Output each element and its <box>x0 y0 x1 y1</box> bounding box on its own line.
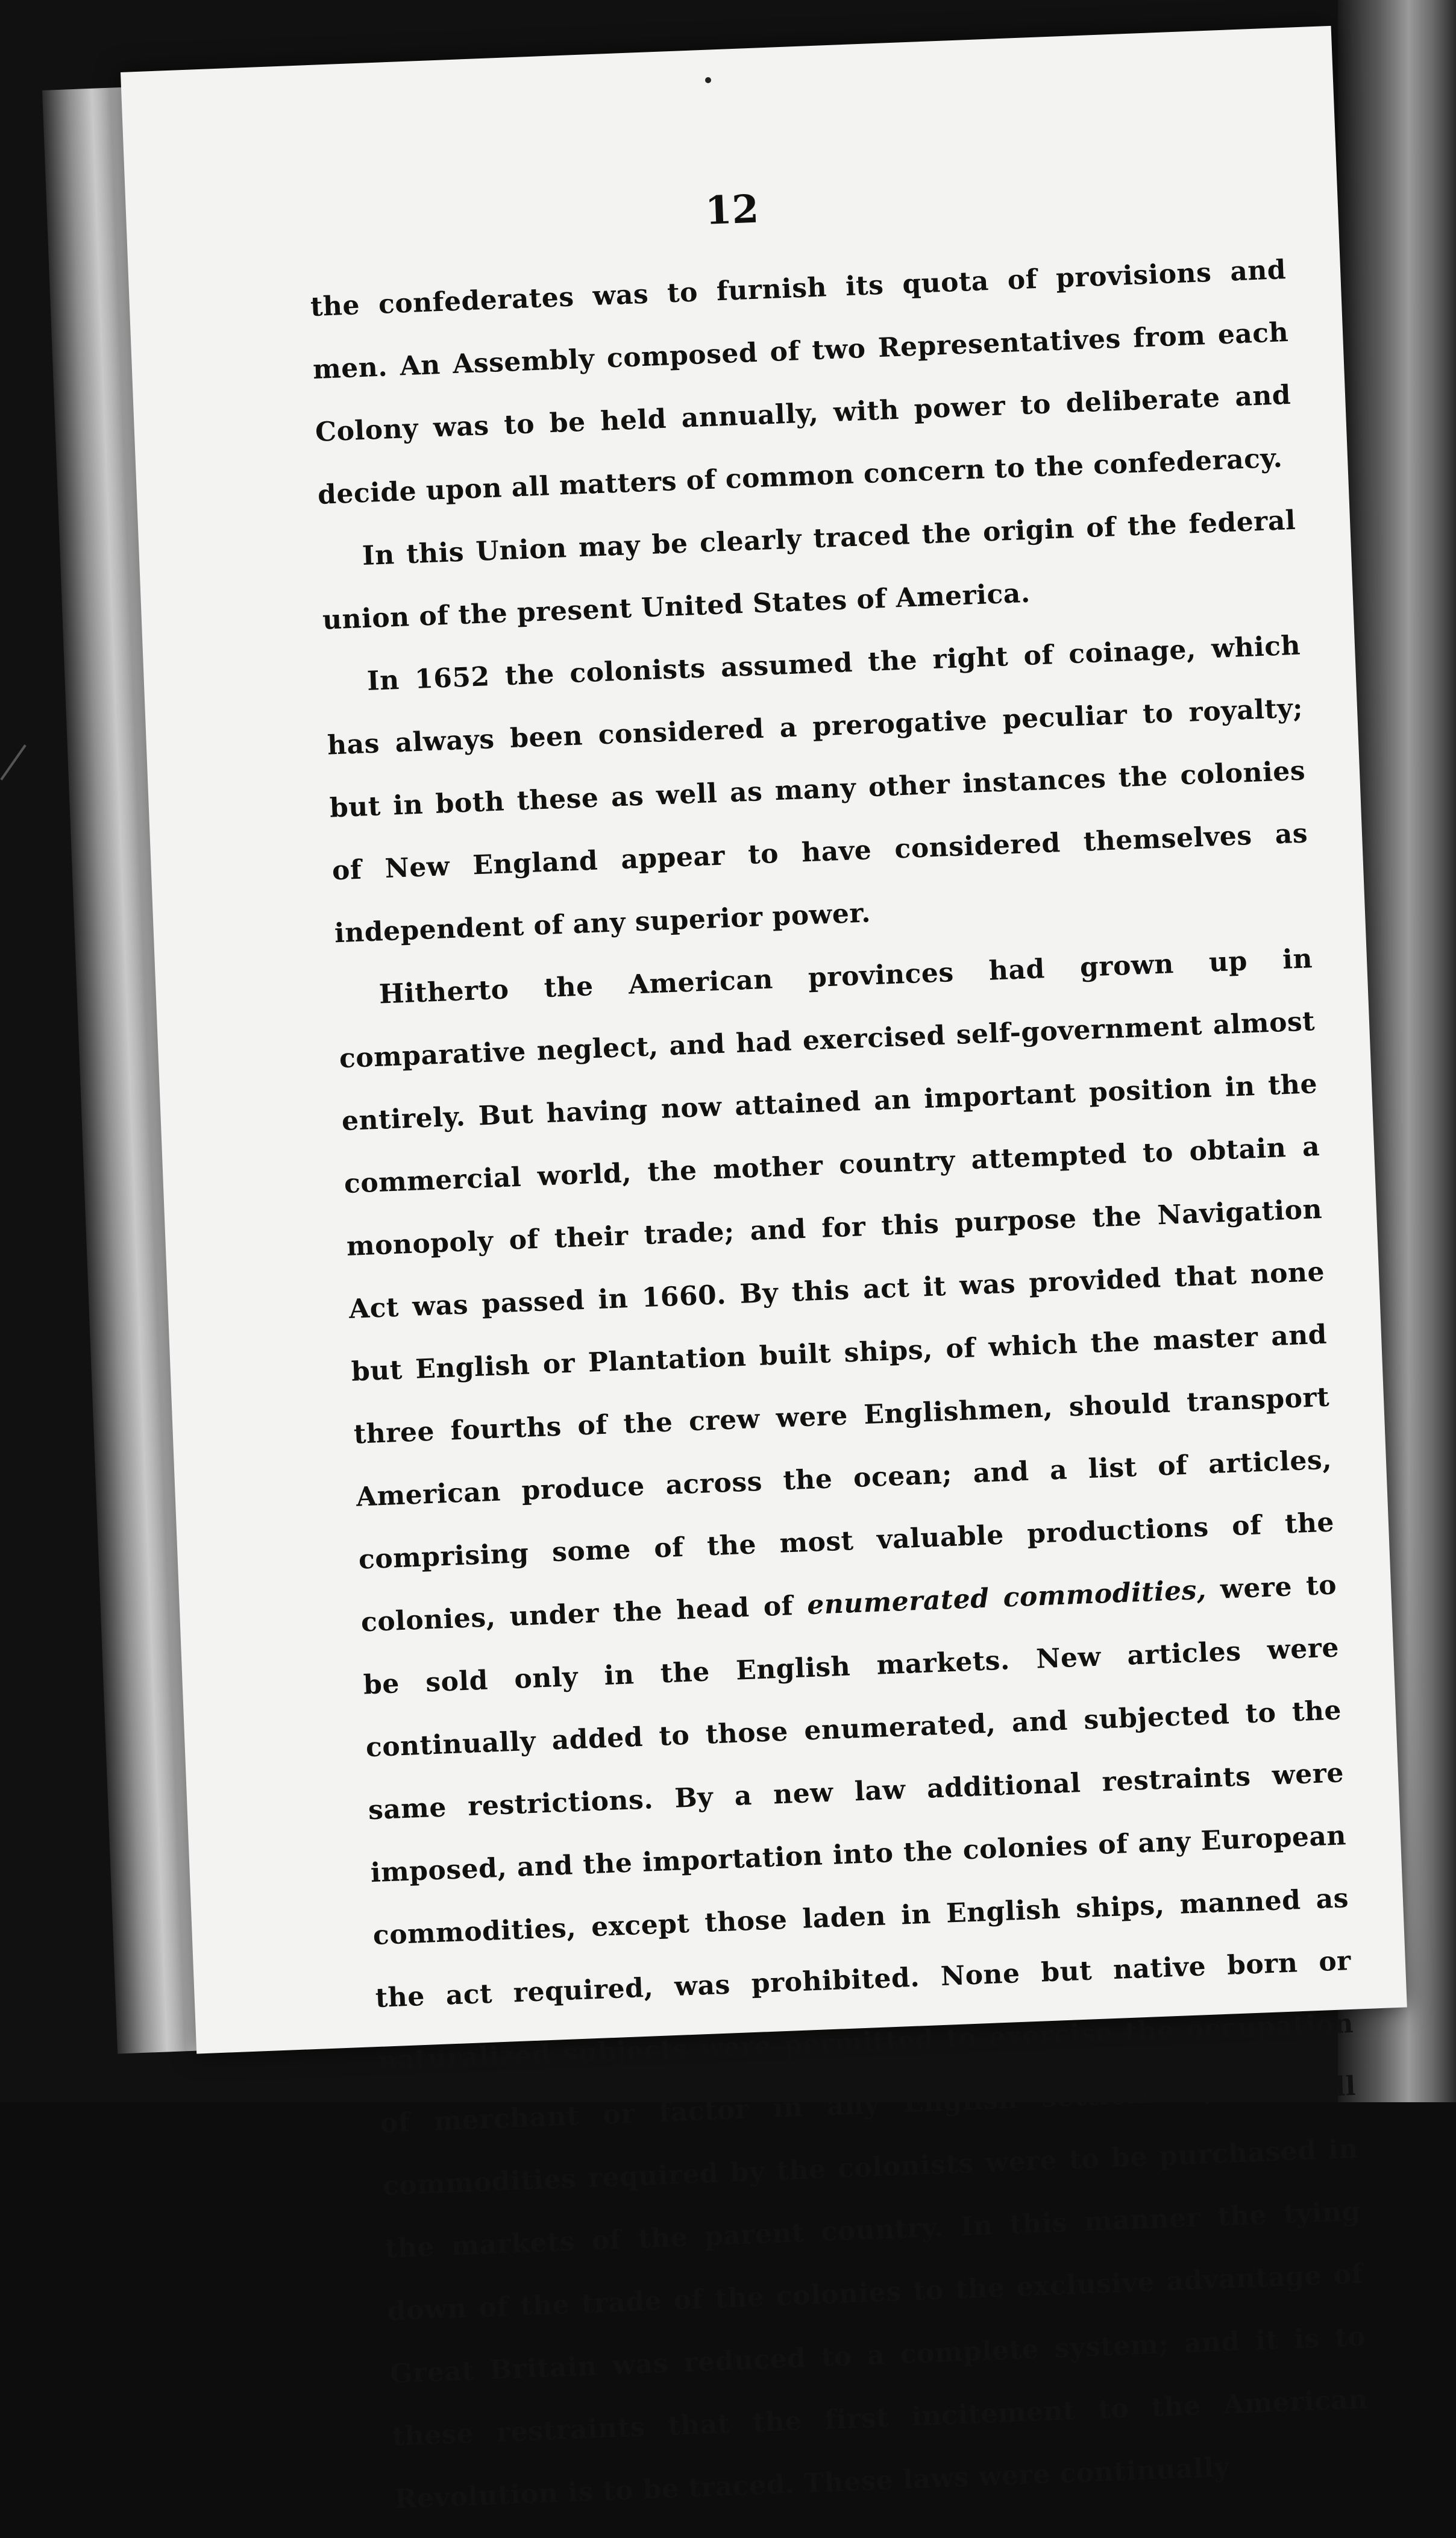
paragraph-continued: the confederates was to furnish its quota of provisions and men. An Assembly composed of two Representatives from each Colony was to be held annually, with power to deliberate and decide upon all matters of common concern to the confederacy. <box>310 254 1291 510</box>
book-page <box>121 26 1407 2515</box>
paragraph-navigation-act <box>336 928 1372 2531</box>
paragraph-federal-origin: In this Union may be clearly traced the origin of the federal union of the present United States of America. <box>322 504 1296 636</box>
page-number: 12 <box>704 186 760 234</box>
paragraph-coinage: In 1652 the colonists assumed the right of coinage, which has always been considered a prerogative peculiar to royalty; but in both these as well as many other instances the colonies of New England appear to have considered themselves as independent of any superior power. <box>327 630 1308 949</box>
scan-mark <box>705 77 711 83</box>
margin-stroke <box>0 744 26 781</box>
enumerated-commodities-italic: enumerated commodities, <box>806 1574 1207 1621</box>
navigation-act-text-start: Hitherto the American provinces had grown up in comparative neglect, and had exercised self-government almost entirely. But having now attained an important position in the commercial world, the mother country attempted to obtain a monopoly of their trade; and for this purpose the Navigation Act was passed in 1660. By this act it was provided that none but English or Plantation built ships, of which the master and three fourths of the crew were Englishmen, should transport American produce across the ocean; and a list of articles, comprising some of the most valuable productions of the colonies, under the head of <box>339 943 1335 1638</box>
body-text <box>309 239 1372 2531</box>
navigation-act-text-end: were to be sold only in the English markets. New articles were continually added to those enumerated, and subjected to the same restrictions. By a new law additional restraints were imposed, and the importation into the colonies of any European commodities, except those laden in English ships, manned as the act required, was prohibited. None but native born or naturalized subjects were permitted to exercise the occupation of merchant or factor in any English settlement; and all commodities required by the colonists were to be purchased in the markets of the parent country. In this manner the tying down of the trade of the colonies to the exclusive advantage of Great Britain was reduced to a complete system; and it is to these restraints that the first incitement to the American Revolution is to be traced. These laws were continually <box>363 1569 1369 2515</box>
